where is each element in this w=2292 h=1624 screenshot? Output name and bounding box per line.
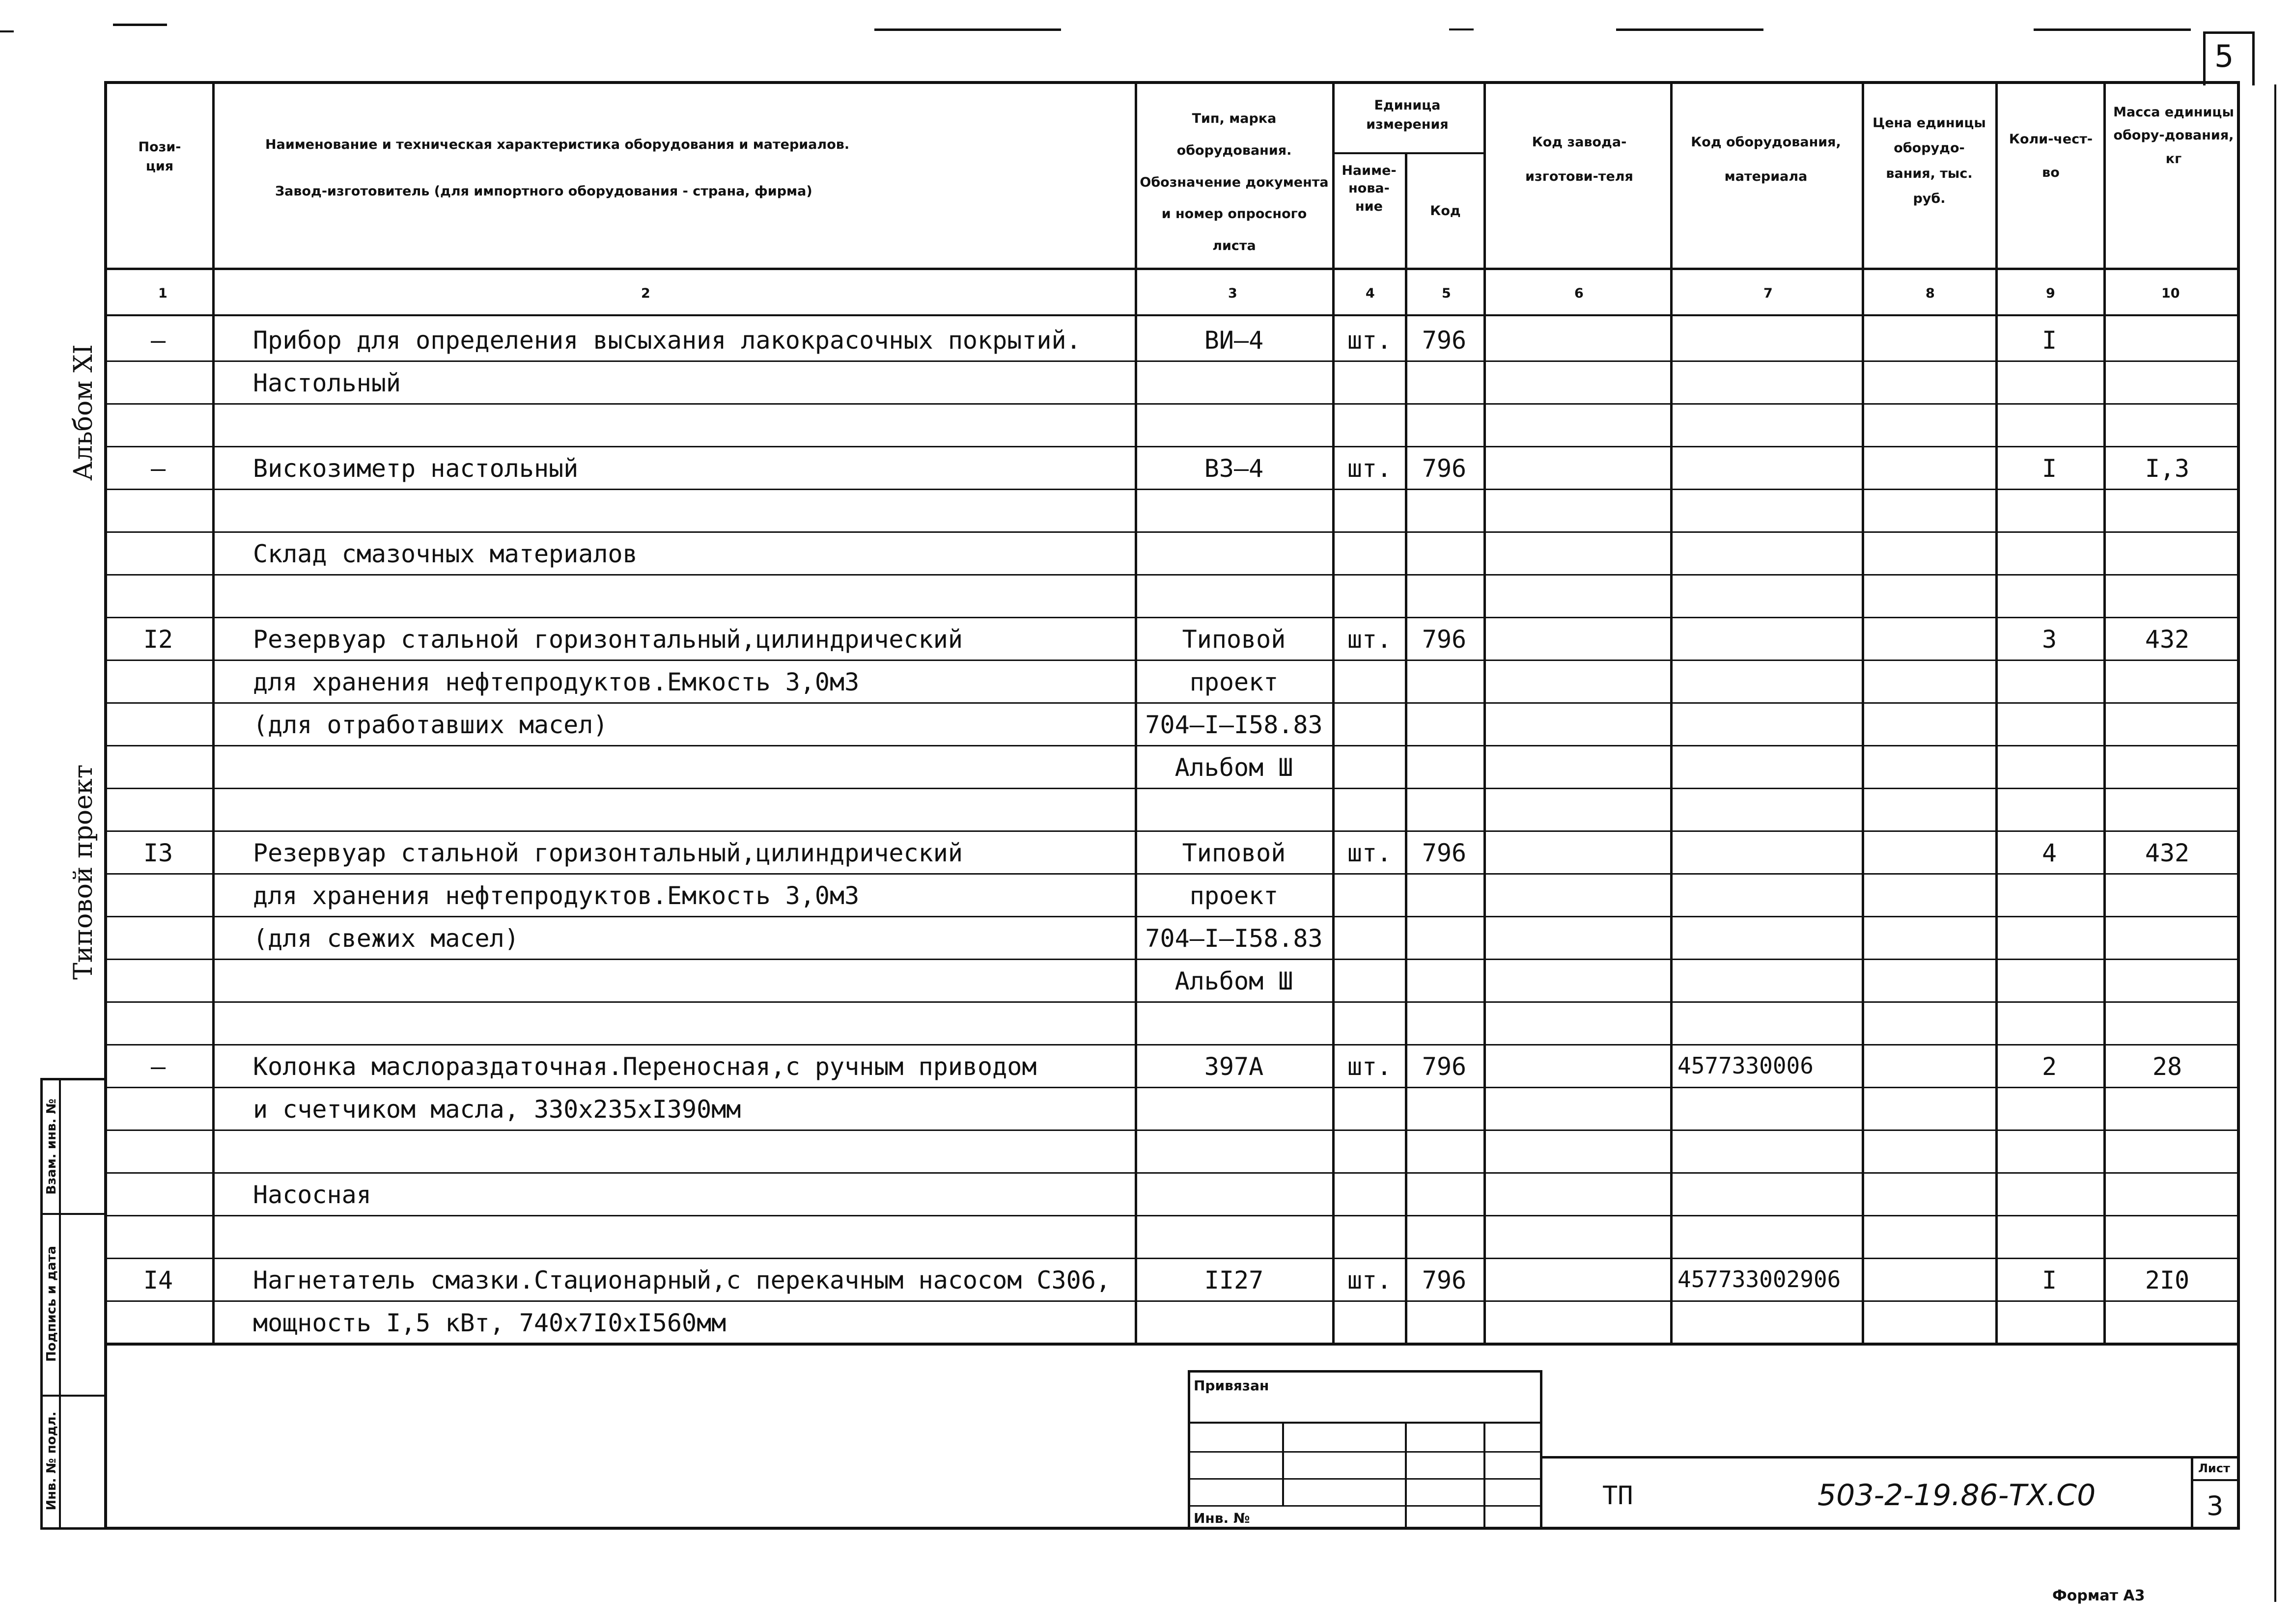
cell-mass: I,3 bbox=[2145, 454, 2190, 483]
row-divider bbox=[104, 1215, 2240, 1216]
row-divider bbox=[104, 1343, 2240, 1345]
cell-unit-code: 796 bbox=[1422, 326, 1467, 355]
cell-equip-code: 457733002906 bbox=[1677, 1266, 1841, 1293]
cell-type: проект bbox=[1189, 668, 1279, 696]
cell-qty: 4 bbox=[2041, 839, 2057, 867]
cell-position: I2 bbox=[143, 625, 173, 654]
cell-type: 704–I–I58.83 bbox=[1145, 711, 1323, 739]
row-divider bbox=[104, 1258, 2240, 1259]
col-number: 2 bbox=[641, 286, 650, 301]
row-divider bbox=[104, 660, 2240, 661]
row-divider bbox=[104, 873, 2240, 875]
row-divider bbox=[104, 1087, 2240, 1088]
header-mass: Масса единицы обору-дования, кг bbox=[2113, 105, 2234, 166]
cell-name: для хранения нефтепродуктов.Емкость 3,0м3 bbox=[253, 881, 860, 910]
cell-unit: шт. bbox=[1347, 326, 1392, 355]
stamp-doc-code: 503-2-19.86-ТХ.С0 bbox=[1817, 1478, 2096, 1513]
cell-unit: шт. bbox=[1347, 625, 1392, 654]
cell-name: Прибор для определения высыхания лакокрасочных покрытий. bbox=[253, 326, 1081, 355]
cell-name: Резервуар стальной горизонтальный,цилиндрический bbox=[253, 839, 963, 867]
side-label-podpis: Подпись и дата bbox=[44, 1245, 59, 1362]
row-divider bbox=[104, 1172, 2240, 1174]
header-equip-code: Код оборудования, материала bbox=[1691, 135, 1841, 185]
cell-name: Склад смазочных материалов bbox=[253, 540, 638, 568]
cell-equip-code: 4577330006 bbox=[1677, 1052, 1814, 1079]
cell-position: I3 bbox=[143, 839, 173, 867]
cell-name: Настольный bbox=[253, 369, 401, 397]
cell-name: Вискозиметр настольный bbox=[253, 454, 579, 483]
cell-type: ВИ–4 bbox=[1204, 326, 1264, 355]
col-number: 4 bbox=[1366, 286, 1375, 301]
col-number: 1 bbox=[158, 286, 168, 301]
header-factory: Код завода-изготови-теля bbox=[1525, 135, 1633, 185]
row-divider bbox=[104, 1129, 2240, 1131]
cell-type: Типовой bbox=[1182, 839, 1286, 867]
row-divider bbox=[104, 1001, 2240, 1003]
header-unit-code: Код bbox=[1430, 203, 1461, 219]
row-divider bbox=[104, 1044, 2240, 1046]
header-price: Цена единицы оборудо-вания, тыс. руб. bbox=[1873, 115, 1986, 206]
col-number: 5 bbox=[1442, 286, 1451, 301]
header-qty: Коли-чест-во bbox=[2009, 132, 2093, 180]
cell-qty: 3 bbox=[2041, 625, 2057, 654]
cell-mass: 2I0 bbox=[2145, 1266, 2190, 1294]
row-divider bbox=[104, 1300, 2240, 1302]
row-divider bbox=[104, 702, 2240, 704]
sheet-number-top: 5 bbox=[2214, 38, 2234, 74]
cell-type: Альбом Ш bbox=[1174, 967, 1293, 995]
cell-name: и счетчиком масла, 330х235хI390мм bbox=[253, 1095, 741, 1124]
cell-name: Резервуар стальной горизонтальный,цилиндрический bbox=[253, 625, 963, 654]
cell-name: Насосная bbox=[253, 1181, 371, 1209]
cell-type: проект bbox=[1189, 881, 1279, 910]
header-name-line1: Наименование и техническая характеристика оборудования и материалов. bbox=[265, 137, 850, 152]
col-number: 7 bbox=[1763, 286, 1773, 301]
cell-position: – bbox=[150, 454, 166, 483]
cell-unit-code: 796 bbox=[1422, 1052, 1467, 1081]
cell-name: для хранения нефтепродуктов.Емкость 3,0м3 bbox=[253, 668, 860, 696]
cell-unit: шт. bbox=[1347, 839, 1392, 867]
col-number: 8 bbox=[1926, 286, 1935, 301]
col-number: 6 bbox=[1574, 286, 1584, 301]
cell-type: Альбом Ш bbox=[1174, 753, 1293, 782]
row-divider bbox=[104, 830, 2240, 832]
row-divider bbox=[104, 916, 2240, 917]
cell-qty: I bbox=[2041, 326, 2057, 355]
top-mark bbox=[113, 24, 167, 26]
col-number: 10 bbox=[2161, 286, 2180, 301]
cell-name: Нагнетатель смазки.Стационарный,с перекачным насосом С306, bbox=[253, 1266, 1111, 1294]
row-divider bbox=[104, 403, 2240, 405]
cell-type: ВЗ–4 bbox=[1204, 454, 1264, 483]
cell-unit-code: 796 bbox=[1422, 1266, 1467, 1294]
cell-unit-code: 796 bbox=[1422, 454, 1467, 483]
row-divider bbox=[104, 959, 2240, 960]
cell-position: – bbox=[150, 326, 166, 355]
stamp-privyazan: Привязан bbox=[1194, 1377, 1269, 1394]
row-divider bbox=[104, 745, 2240, 746]
row-divider bbox=[104, 531, 2240, 533]
row-divider bbox=[104, 360, 2240, 362]
top-mark bbox=[1449, 28, 1474, 30]
row-divider bbox=[104, 574, 2240, 576]
cell-mass: 28 bbox=[2152, 1052, 2182, 1081]
cell-type: 397А bbox=[1204, 1052, 1264, 1081]
side-label-project: Типовой проект bbox=[69, 764, 98, 980]
stamp-tp: ТП bbox=[1602, 1481, 1633, 1511]
row-divider bbox=[104, 446, 2240, 447]
cell-qty: I bbox=[2041, 1266, 2057, 1294]
col-number: 9 bbox=[2046, 286, 2055, 301]
top-mark bbox=[0, 30, 14, 32]
cell-unit: шт. bbox=[1347, 1052, 1392, 1081]
cell-name: Колонка маслораздаточная.Переносная,с ручным приводом bbox=[253, 1052, 1037, 1081]
header-name-line2: Завод-изготовитель (для импортного оборудования - страна, фирма) bbox=[275, 184, 812, 199]
stamp-inv-no: Инв. № bbox=[1194, 1510, 1250, 1526]
cell-unit: шт. bbox=[1347, 454, 1392, 483]
cell-type: II27 bbox=[1204, 1266, 1264, 1294]
stamp-list-number: 3 bbox=[2207, 1490, 2224, 1521]
header-type: Тип, марка оборудования. Обозначение документа и номер опросного листа bbox=[1140, 111, 1329, 254]
top-mark bbox=[1616, 28, 1763, 31]
cell-mass: 432 bbox=[2145, 625, 2190, 654]
row-divider bbox=[104, 489, 2240, 490]
cell-name: (для свежих масел) bbox=[253, 924, 519, 953]
row-divider bbox=[104, 617, 2240, 618]
frame-right-ext bbox=[2274, 84, 2276, 1602]
col-number: 3 bbox=[1228, 286, 1237, 301]
stamp-list-label: Лист bbox=[2198, 1461, 2230, 1475]
cell-unit: шт. bbox=[1347, 1266, 1392, 1294]
cell-qty: 2 bbox=[2041, 1052, 2057, 1081]
side-label-album: Альбом XI bbox=[69, 344, 98, 481]
cell-name: (для отработавших масел) bbox=[253, 711, 608, 739]
side-label-inv: Инв. № подл. bbox=[44, 1411, 59, 1511]
row-divider bbox=[104, 788, 2240, 789]
cell-type: Типовой bbox=[1182, 625, 1286, 654]
cell-mass: 432 bbox=[2145, 839, 2190, 867]
top-mark bbox=[874, 28, 1061, 31]
cell-unit-code: 796 bbox=[1422, 625, 1467, 654]
cell-qty: I bbox=[2041, 454, 2057, 483]
top-mark bbox=[2034, 28, 2191, 31]
cell-position: – bbox=[150, 1052, 166, 1081]
cell-position: I4 bbox=[143, 1266, 173, 1294]
side-label-vzam: Взам. инв. № bbox=[44, 1099, 59, 1195]
header-unit-name: Наиме-нова-ние bbox=[1342, 163, 1397, 214]
header-position: Пози- ция bbox=[138, 139, 181, 174]
header-unit: Единица измерения bbox=[1366, 98, 1449, 133]
cell-type: 704–I–I58.83 bbox=[1145, 924, 1323, 953]
cell-name: мощность I,5 кВт, 740х7I0хI560мм bbox=[253, 1309, 727, 1337]
format-label: Формат А3 bbox=[2052, 1587, 2145, 1604]
cell-unit-code: 796 bbox=[1422, 839, 1467, 867]
